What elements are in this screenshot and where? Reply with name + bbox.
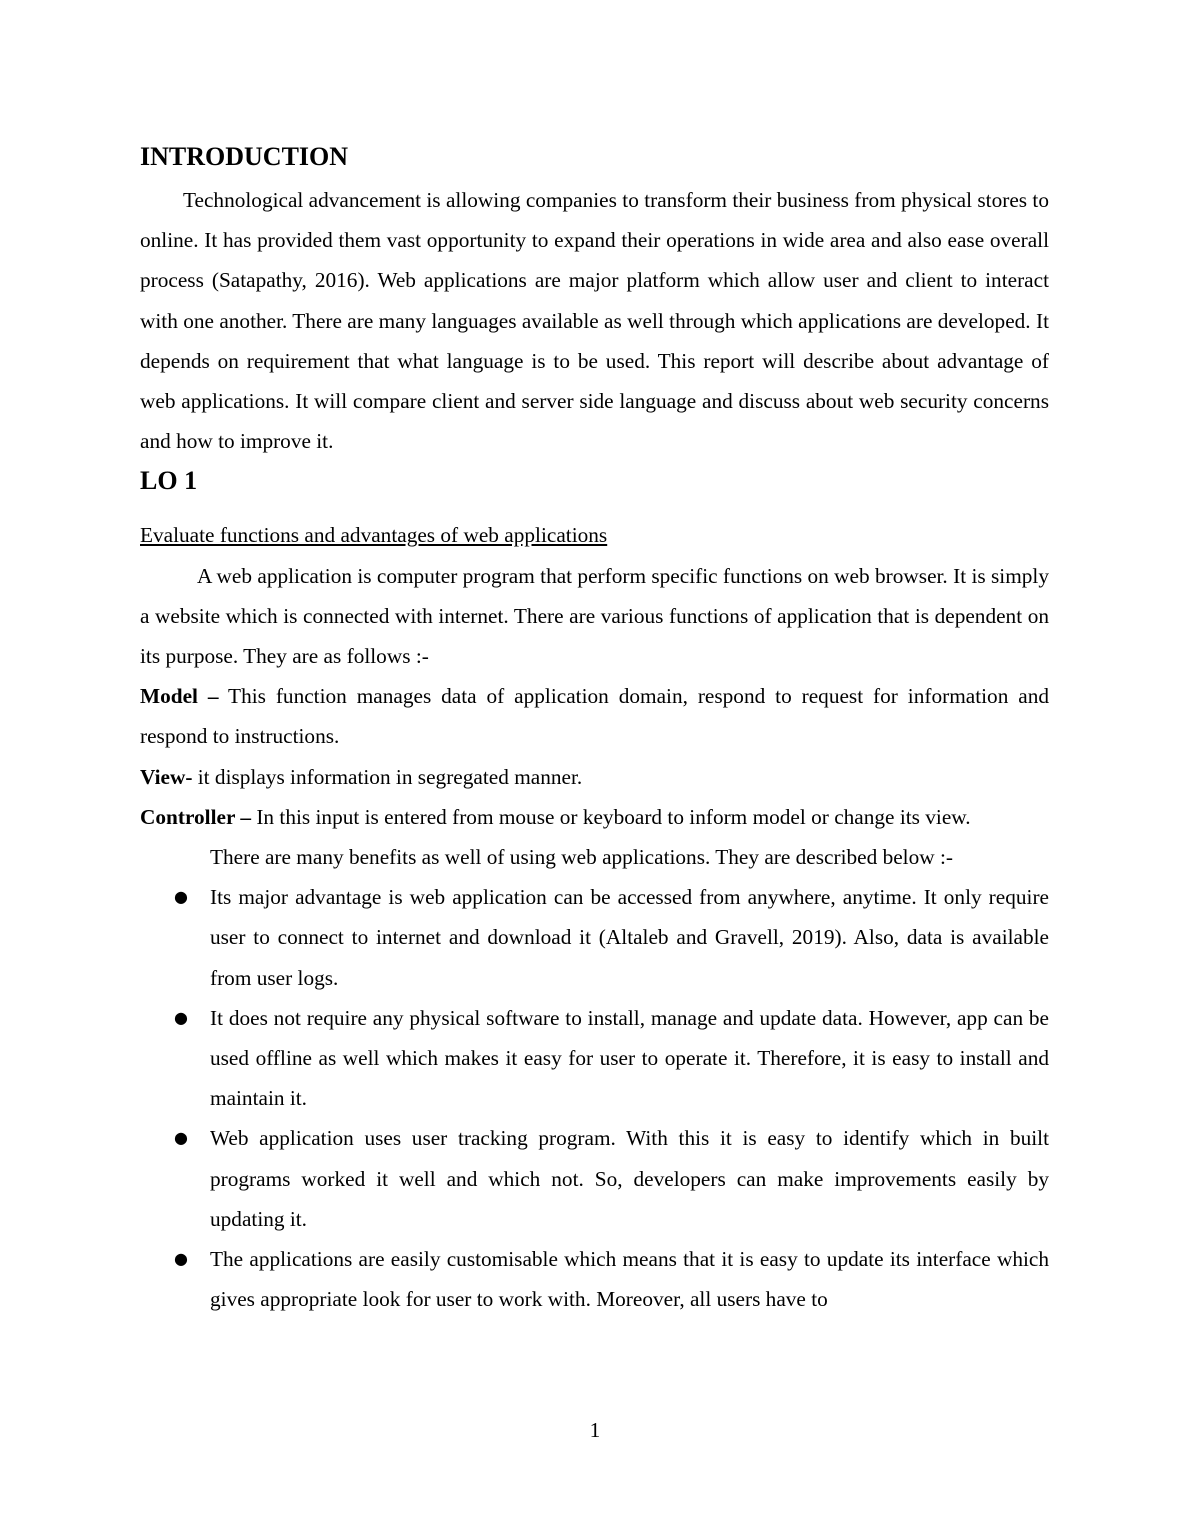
bullet-icon: ● [174, 1007, 188, 1027]
function-term: Model – [140, 684, 219, 709]
lo1-heading: LO 1 [140, 466, 198, 496]
list-item [140, 1239, 1049, 1319]
intro-heading: INTRODUCTION [140, 142, 349, 171]
function-text: This function manages data of application domain, respond to request for information and respond to instructions. [140, 684, 1050, 749]
function-term: Controller – [140, 804, 252, 829]
function-controller [140, 797, 1049, 837]
bullet-icon: ● [174, 1128, 188, 1148]
function-term: View- [140, 764, 193, 789]
function-text: In this input is entered from mouse or keyboard to inform model or change its view. [251, 804, 971, 829]
benefits-intro: There are many benefits as well of using web applications. They are described below :- [210, 845, 953, 870]
lo1-paragraph: A web application is computer program that perform specific functions on web browser. It is simply a website which is connected with internet. There are various functions of application that is dependent on its purpose. They are as follows :- [140, 563, 1049, 669]
benefits-list [140, 877, 1049, 1319]
list-item [140, 877, 1049, 998]
list-item-text: Web application uses user tracking program. With this it is easy to identify which in built programs worked it well and which not. So, developers can make improvements easily by updating it. [210, 1126, 1049, 1231]
function-model [140, 676, 1049, 756]
function-view [140, 757, 1049, 797]
intro-paragraph: Technological advancement is allowing companies to transform their business from physical stores to online. It has provided them vast opportunity to expand their operations in wide area and also ease overall process (Satapathy, 2016). Web applications are major platform which allow user and client to interact with one another. There are many languages available as well through which applications are developed. It depends on requirement that what language is to be used. This report will describe about advantage of web applications. It will compare client and server side language and discuss about web security concerns and how to improve it. [140, 188, 1049, 454]
list-item [140, 998, 1049, 1119]
document-page [140, 140, 1049, 1319]
page-number: 1 [589, 1418, 601, 1442]
list-item-text: It does not require any physical software to install, manage and update data. However, app can be used offline as well which makes it easy for user to operate it. Therefore, it is easy to install and maintain it. [210, 1005, 1049, 1111]
lo1-subheading: Evaluate functions and advantages of web applications [140, 523, 608, 548]
bullet-icon: ● [174, 887, 188, 907]
list-item-text: The applications are easily customisable which means that it is easy to update its interface which gives appropriate look for user to work with. Moreover, all users have to [210, 1247, 1049, 1312]
function-text: it displays information in segregated manner. [192, 764, 583, 789]
list-item-text: Its major advantage is web application can be accessed from anywhere, anytime. It only require user to connect to internet and download it (Altaleb and Gravell, 2019). Also, data is available from user logs. [210, 885, 1049, 990]
bullet-icon: ● [174, 1249, 188, 1269]
list-item [140, 1118, 1049, 1239]
